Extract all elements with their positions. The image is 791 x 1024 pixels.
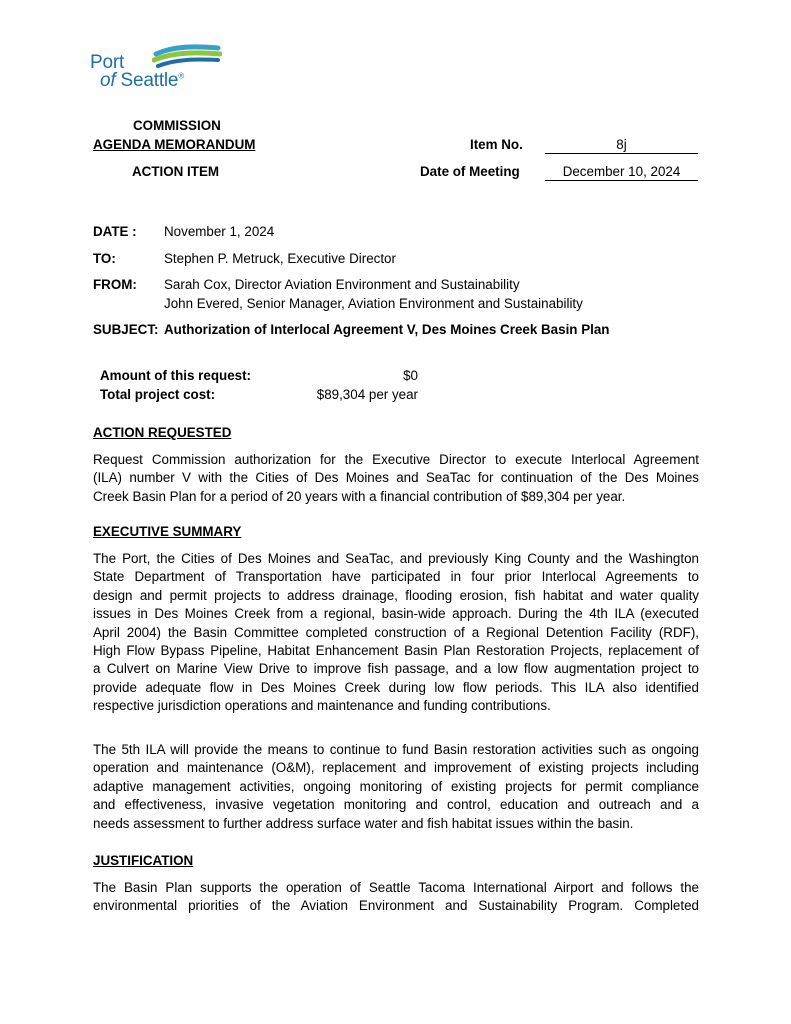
date-value: November 1, 2024 <box>164 224 275 239</box>
paragraph-line: adaptive management activities, ongoing monitoring of existing projects for permit compliance <box>93 778 699 794</box>
paragraph-line: The Basin Plan supports the operation of Seattle Tacoma International Airport and follows the <box>93 880 699 895</box>
executive-summary-heading: EXECUTIVE SUMMARY <box>93 524 242 539</box>
action-requested-heading: ACTION REQUESTED <box>93 425 232 440</box>
paragraph-line: a Culvert on Marine View Drive to improve fish passage, and a low flow augmentation project to <box>93 661 699 677</box>
header-commission: COMMISSION <box>133 118 221 133</box>
logo-text-seattle: of Seattle® <box>100 70 185 91</box>
executive-summary-paragraph-1 <box>93 550 699 716</box>
from-value-line-1: Sarah Cox, Director Aviation Environment and Sustainability <box>164 277 520 292</box>
paragraph-line: respective jurisdiction operations and maintenance and funding contributions. <box>93 698 551 714</box>
port-of-seattle-logo <box>90 44 202 96</box>
paragraph-line: provide adequate flow in Des Moines Creek during low flow periods. This ILA also identified <box>93 679 699 695</box>
paragraph-line: State Department of Transportation have participated in four prior Interlocal Agreements to <box>93 569 699 585</box>
paragraph-line: (ILA) number V with the Cities of Des Moines and SeaTac for continuation of the Des Moines <box>93 470 699 486</box>
subject-label: SUBJECT: <box>93 322 159 337</box>
header-agenda-memorandum: AGENDA MEMORANDUM <box>93 137 256 152</box>
amount-request-label: Amount of this request: <box>100 368 252 383</box>
paragraph-line: April 2004) the Basin Committee completed construction of a Regional Detention Facility (RDF), <box>93 624 699 640</box>
from-label: FROM: <box>93 277 137 292</box>
paragraph-line: and effectiveness, invasive vegetation monitoring and control, education and outreach and a <box>93 797 699 813</box>
paragraph-line: operation and maintenance (O&M), replacement and improvement of existing projects including <box>93 760 699 776</box>
logo-text-port: Port <box>90 52 125 73</box>
to-value: Stephen P. Metruck, Executive Director <box>164 251 396 266</box>
paragraph-line: issues in Des Moines Creek from a regional, basin-wide approach. During the 4th ILA (executed <box>93 606 699 622</box>
paragraph-line: The 5th ILA will provide the means to continue to fund Basin restoration activities such as ongoing <box>93 742 699 757</box>
action-requested-text <box>93 451 699 506</box>
from-value-line-2: John Evered, Senior Manager, Aviation Environment and Sustainability <box>164 296 583 311</box>
meeting-date-value: December 10, 2024 <box>545 164 698 181</box>
total-cost-value: $89,304 per year <box>316 387 418 402</box>
paragraph-line: Request Commission authorization for the Executive Director to execute Interlocal Agreement <box>93 452 699 467</box>
justification-heading: JUSTIFICATION <box>93 853 194 868</box>
justification-text <box>93 879 699 916</box>
paragraph-line: needs assessment to further address surface water and fish habitat issues within the basin. <box>93 815 634 831</box>
logo-wave-icon <box>152 44 222 70</box>
paragraph-line: The Port, the Cities of Des Moines and SeaTac, and previously King County and the Washington <box>93 551 699 566</box>
paragraph-line: High Flow Bypass Pipeline, Habitat Enhancement Basin Plan Restoration Projects, replacement of <box>93 643 699 659</box>
executive-summary-paragraph-2 <box>93 741 699 833</box>
item-no-value: 8j <box>545 137 698 154</box>
total-cost-label: Total project cost: <box>100 387 216 402</box>
paragraph-line: design and permit projects to address drainage, flooding erosion, fish habitat and water quality <box>93 587 699 603</box>
item-no-label: Item No. <box>470 137 523 152</box>
paragraph-line: environmental priorities of the Aviation Environment and Sustainability Program. Completed <box>93 898 699 914</box>
to-label: TO: <box>93 251 116 266</box>
meeting-date-label: Date of Meeting <box>420 164 520 179</box>
header-action-item: ACTION ITEM <box>132 164 220 179</box>
amount-request-value: $0 <box>403 368 418 383</box>
date-label: DATE : <box>93 224 137 239</box>
subject-value: Authorization of Interlocal Agreement V, Des Moines Creek Basin Plan <box>164 322 610 337</box>
paragraph-line: Creek Basin Plan for a period of 20 years with a financial contribution of $89,304 per year. <box>93 488 626 504</box>
